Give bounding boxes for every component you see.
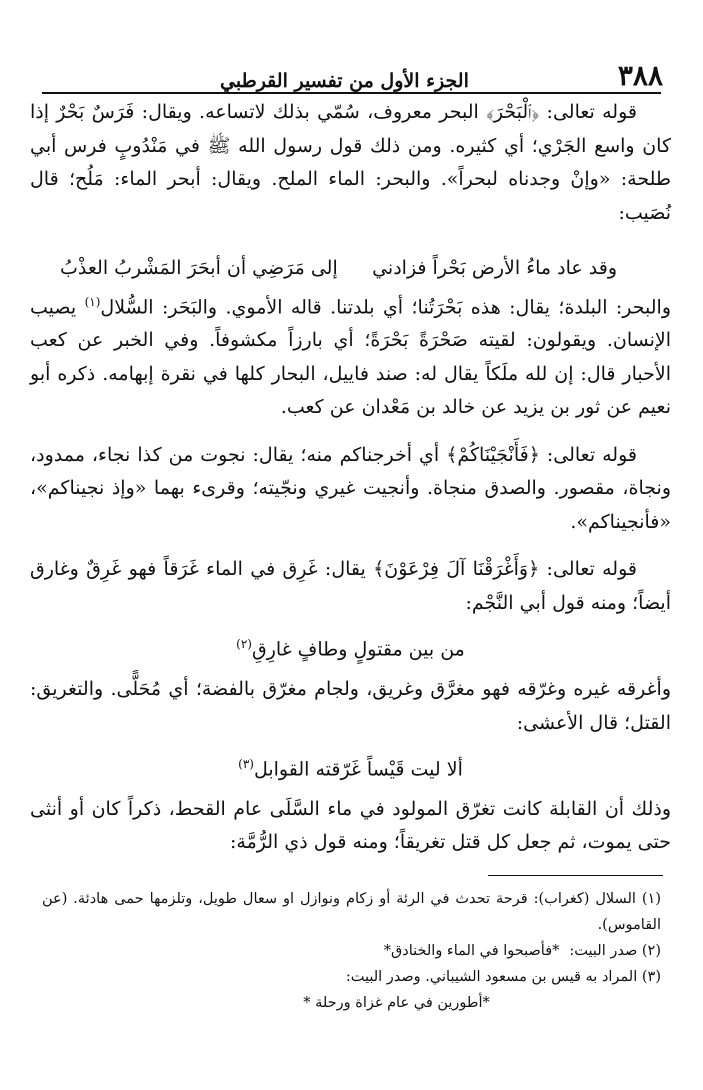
verse-nusayb [30,252,671,286]
footnote-ref-2: (٢) [236,637,252,652]
footnote-1: (١) السلال (كغراب): قرحة تحدث في الرئة أو زكام ونوازل او سعال طويل، وتلزمها حمى هادئة. (عن القاموس). [42,891,661,933]
footnote-ref-3: (٣) [238,757,254,772]
page-number: ٣٨٨ [617,59,663,92]
paragraph-anjaynakum: قوله تعالى: ﴿فَأَنْجَيْنَاكُمْ﴾ أي أخرجناكم منه؛ يقال: نجوت من كذا نجاء، ممدود، ونجاة، مقصور. والصدق منجاة. وأنجيت غيري ونجّيته؛ وقرىء بهما «وإذ نجيناكم»، «فأنجيناكم». [30,443,671,533]
running-title: الجزء الأول من تفسير القرطبي [220,70,469,92]
footnote-3: (٣) المراد به قيس بن مسعود الشيباني. وصدر البيت: [345,969,661,985]
paragraph-bahra [30,286,671,425]
footnote-rule [488,875,663,876]
header-rule [42,92,661,94]
paragraph-qabila: وذلك أن القابلة كانت تغرّق المولود في ماء السَّلَى عام القحط، ذكراً كان أو أنثى حتى يموت، ثم جعل كل قتل تغريقاً؛ ومنه قول ذي الرُّمَّة: [30,797,671,854]
verse-hemistich-right: وقد عاد ماءُ الأرض بَحْراً فزادني [372,257,617,279]
verse-text: ألا ليت قَيْساً غَرّقته القوابل [253,758,463,781]
verse-text: من بين مقتولٍ وطافٍ غارِقِ [251,638,465,661]
verse-hemistich-left: إلى مَرَضِي أن أبحَرَ المَشْربُ العذْبُ [60,257,338,279]
footnote-2-verse: *فأصبحوا في الماء والخنادق* [383,943,560,959]
footnote-3-verse: *أطورين في عام غزاة ورحلة * [303,995,490,1011]
footnotes [42,886,661,1016]
main-text [30,96,671,860]
footnote-2 [42,938,661,964]
page-header [40,52,663,92]
paragraph-text: والبحر: البلدة؛ يقال: هذه بَحْرَتُنا؛ أي بلدتنا. قاله الأموي. والبَحَر: السُّلال [100,295,671,318]
verse-aasha [30,748,671,787]
verse-abi-najm [30,628,671,667]
paragraph-taghriq: وأغرقه غيره وغرّقه فهو مغرَّق وغريق، ولجام مغرّق بالفضة؛ أي مُحَلًّى. والتغريق: القتل؛ قال الأعشى: [30,678,671,734]
footnote-2-label: (٢) صدر البيت: [569,943,661,959]
paragraph-bahr: قوله تعالى: ﴿ٱلْبَحْرَ﴾ البحر معروف، سُمّي بذلك لاتساعه. ويقال: فَرَسٌ بَحْرٌ إذا كان واسع الجَرْي؛ أي كثيره. ومن ذلك قول رسول الله ﷺ في مَنْدُوبٍ فرس أبي طلحة: «وإنْ وجدناه لبحراً». والبحر: الماء الملح. ويقال: أبحر الماء: مَلُح؛ قال نُصَيب: [30,101,671,224]
paragraph-aghraqna: قوله تعالى: ﴿وَأَغْرَقْنَا آلَ فِرْعَوْنَ﴾ يقال: غَرِق في الماء غَرَقاً فهو غَرِقٌ وغارق أيضاً؛ ومنه قول أبي النَّجْم: [30,558,671,614]
footnote-ref-1: (١) [84,294,101,309]
paragraph-text-cont: يصيب الإنسان. ويقولون: لقيته صَحْرَةً بَحْرَةً؛ أي بارزاً مكشوفاً. وفي الخبر عن كعب الأحبار قال: إن لله ملَكاً يقال له: صند فاييل، البحار كلها في نقرة إبهامه. ذكره أبو نعيم عن ثور بن يزيد عن خالد بن مَعْدان عن كعب. [30,295,671,419]
